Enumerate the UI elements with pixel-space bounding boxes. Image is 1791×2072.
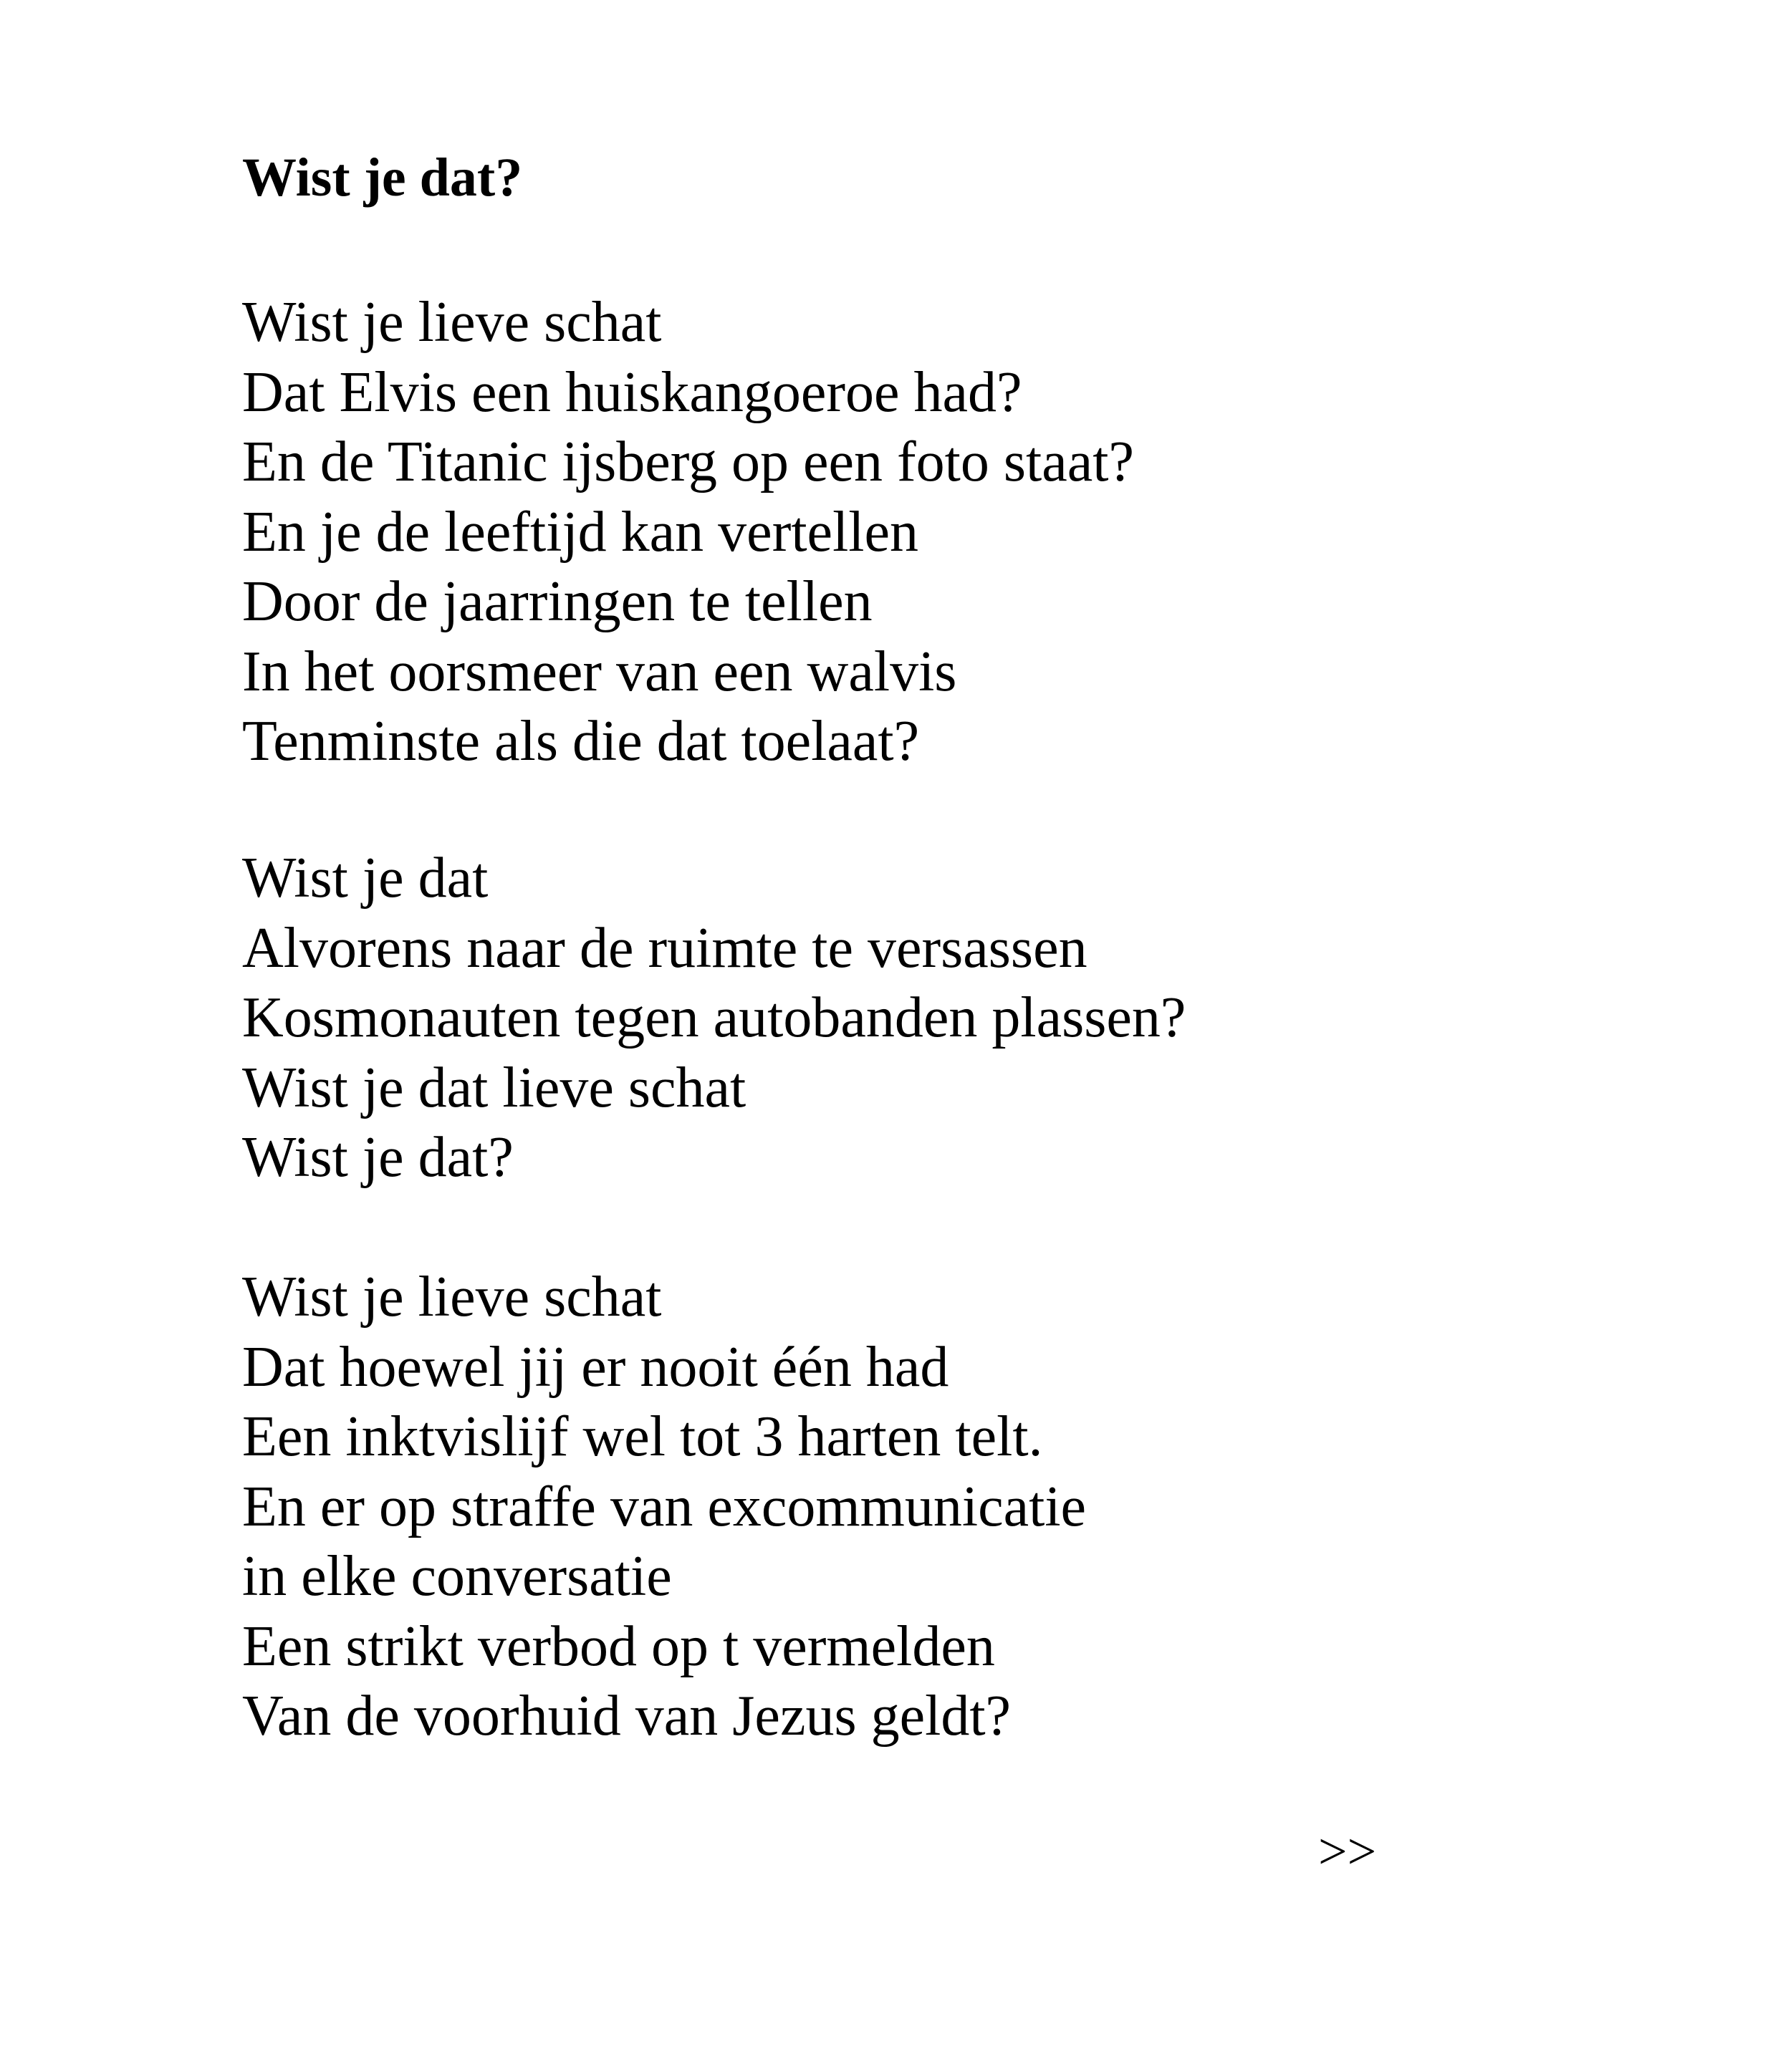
poem-line: Door de jaarringen te tellen [242, 570, 873, 633]
poem-line: in elke conversatie [242, 1545, 672, 1608]
poem-line: In het oorsmeer van een walvis [242, 640, 957, 703]
stanza-1 [242, 288, 1134, 777]
poem-line: Wist je lieve schat [242, 291, 662, 354]
next-page-link[interactable]: >> [1318, 1823, 1377, 1880]
poem-line: Tenminste als die dat toelaat? [242, 710, 920, 773]
stanza-2 [242, 844, 1186, 1193]
poem-line: Dat hoewel jij er nooit één had [242, 1335, 949, 1399]
poem-line: Een strikt verbod op t vermelden [242, 1614, 995, 1678]
stanza-3 [242, 1263, 1086, 1752]
poem-line: Wist je dat lieve schat [242, 1056, 746, 1119]
poem-line: Wist je lieve schat [242, 1266, 662, 1329]
poem-line: En de Titanic ijsberg op een foto staat? [242, 430, 1134, 493]
poem-title: Wist je dat? [242, 148, 523, 208]
poem-line: Wist je dat [242, 847, 489, 910]
poem-line: Alvorens naar de ruimte te versassen [242, 916, 1087, 980]
poem-line: Wist je dat? [242, 1126, 514, 1189]
poem-line: Dat Elvis een huiskangoeroe had? [242, 360, 1022, 424]
poem-line: Een inktvislijf wel tot 3 harten telt. [242, 1405, 1043, 1468]
poem-line: Van de voorhuid van Jezus geldt? [242, 1685, 1012, 1748]
poem-line: Kosmonauten tegen autobanden plassen? [242, 986, 1186, 1049]
poem-line: En je de leeftijd kan vertellen [242, 500, 919, 564]
poem-line: En er op straffe van excommunicatie [242, 1475, 1087, 1538]
